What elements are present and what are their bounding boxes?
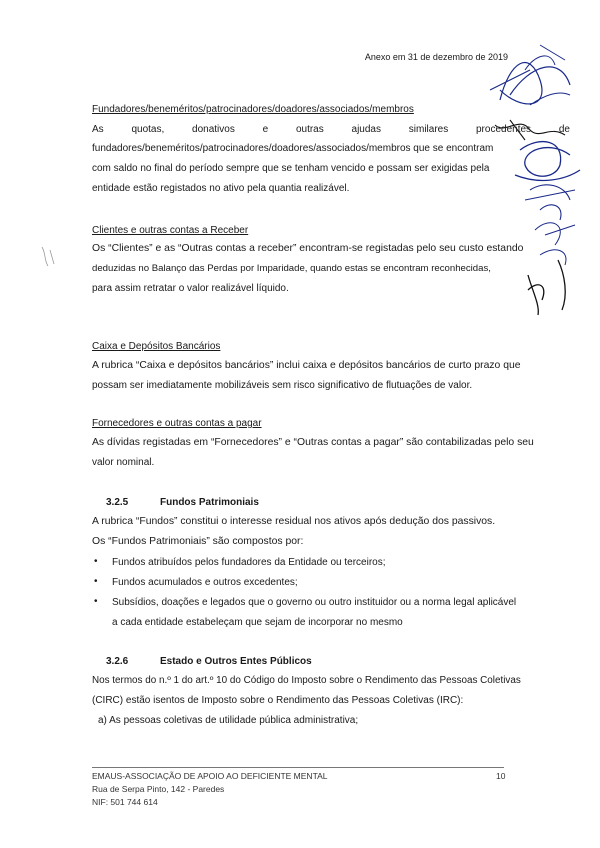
heading-fundadores: Fundadores/beneméritos/patrocinadores/doadores/associados/membros	[92, 104, 414, 115]
signature-scribble-4	[515, 142, 580, 181]
fundos-bullet-3: Subsídios, doações e legados que o governo ou outro instituidor ou a norma legal aplicável	[112, 597, 517, 608]
page-number: 10	[496, 771, 506, 781]
fornecedores-line-1: As dívidas registadas em “Fornecedores” e “Outras contas a pagar” são contabilizadas pelo seu	[92, 437, 534, 448]
header-date: Anexo em 31 de dezembro de 2019	[364, 52, 508, 62]
signature-scribble-5	[525, 185, 575, 220]
clientes-line-3: para assim retratar o valor realizável líquido.	[92, 283, 289, 294]
signature-scribble-1	[490, 63, 570, 104]
estado-item-a: a) As pessoas coletivas de utilidade pública administrativa;	[98, 715, 359, 726]
fundadores-line-3: com saldo no final do período sempre que se tenham vencido e possam ser exigidas pela	[92, 163, 490, 174]
signature-scribble-7	[528, 260, 565, 315]
signature-scribble-6	[535, 223, 575, 265]
clientes-line-1: Os “Clientes” e as “Outras contas a receber” encontram-se registadas pelo seu custo estando	[92, 243, 524, 254]
footer-nif: NIF: 501 744 614	[92, 797, 158, 807]
bullet-marker: •	[94, 576, 98, 587]
section-number-fundos: 3.2.5	[106, 497, 129, 508]
footer-divider	[92, 767, 504, 768]
caixa-line-1: A rubrica “Caixa e depósitos bancários” inclui caixa e depósitos bancários de curto prazo que	[92, 360, 521, 371]
heading-clientes: Clientes e outras contas a Receber	[92, 225, 249, 236]
fundos-bullet-1: Fundos atribuídos pelos fundadores da Entidade ou terceiros;	[112, 557, 386, 568]
fornecedores-line-2: valor nominal.	[92, 457, 155, 468]
section-title-fundos: Fundos Patrimoniais	[160, 497, 259, 508]
bullet-marker: •	[94, 596, 98, 607]
heading-fornecedores: Fornecedores e outras contas a pagar	[92, 418, 262, 429]
fundadores-line-1	[92, 124, 570, 135]
footer-address: Rua de Serpa Pinto, 142 - Paredes	[92, 784, 225, 794]
margin-initial-mark	[36, 242, 60, 272]
estado-line-1: Nos termos do n.º 1 do art.º 10 do Código do Imposto sobre o Rendimento das Pessoas Coletivas	[92, 675, 521, 686]
footer-organization: EMAUS-ASSOCIAÇÃO DE APOIO AO DEFICIENTE MENTAL	[92, 771, 328, 781]
section-number-estado: 3.2.6	[106, 656, 129, 667]
caixa-line-2: possam ser imediatamente mobilizáveis sem risco significativo de flutuações de valor.	[92, 380, 473, 391]
clientes-line-2: deduzidas no Balanço das Perdas por Imparidade, quando estas se encontram reconhecidas,	[92, 263, 491, 274]
fundos-line-2: Os “Fundos Patrimoniais” são compostos por:	[92, 536, 304, 547]
fundos-line-1: A rubrica “Fundos” constitui o interesse residual nos ativos após dedução dos passivos.	[92, 516, 496, 527]
section-title-estado: Estado e Outros Entes Públicos	[160, 656, 312, 667]
signature-marks	[470, 40, 598, 320]
fundadores-line-4: entidade estão registados no ativo pela quantia realizável.	[92, 183, 350, 194]
fundos-bullet-3-continuation: a cada entidade estabeleçam que sejam de incorporar no mesmo	[112, 617, 403, 628]
fundadores-line-1-text: As quotas, donativos e outras ajudas similares procedentes de	[92, 124, 570, 135]
bullet-marker: •	[94, 556, 98, 567]
heading-caixa: Caixa e Depósitos Bancários	[92, 341, 221, 352]
estado-line-2: (CIRC) estão isentos de Imposto sobre o Rendimento das Pessoas Coletivas (IRC):	[92, 695, 464, 706]
fundadores-line-2: fundadores/beneméritos/patrocinadores/doadores/associados/membros que se encontram	[92, 143, 494, 154]
fundos-bullet-2: Fundos acumulados e outros excedentes;	[112, 577, 298, 588]
signature-scribble-2	[525, 45, 570, 105]
